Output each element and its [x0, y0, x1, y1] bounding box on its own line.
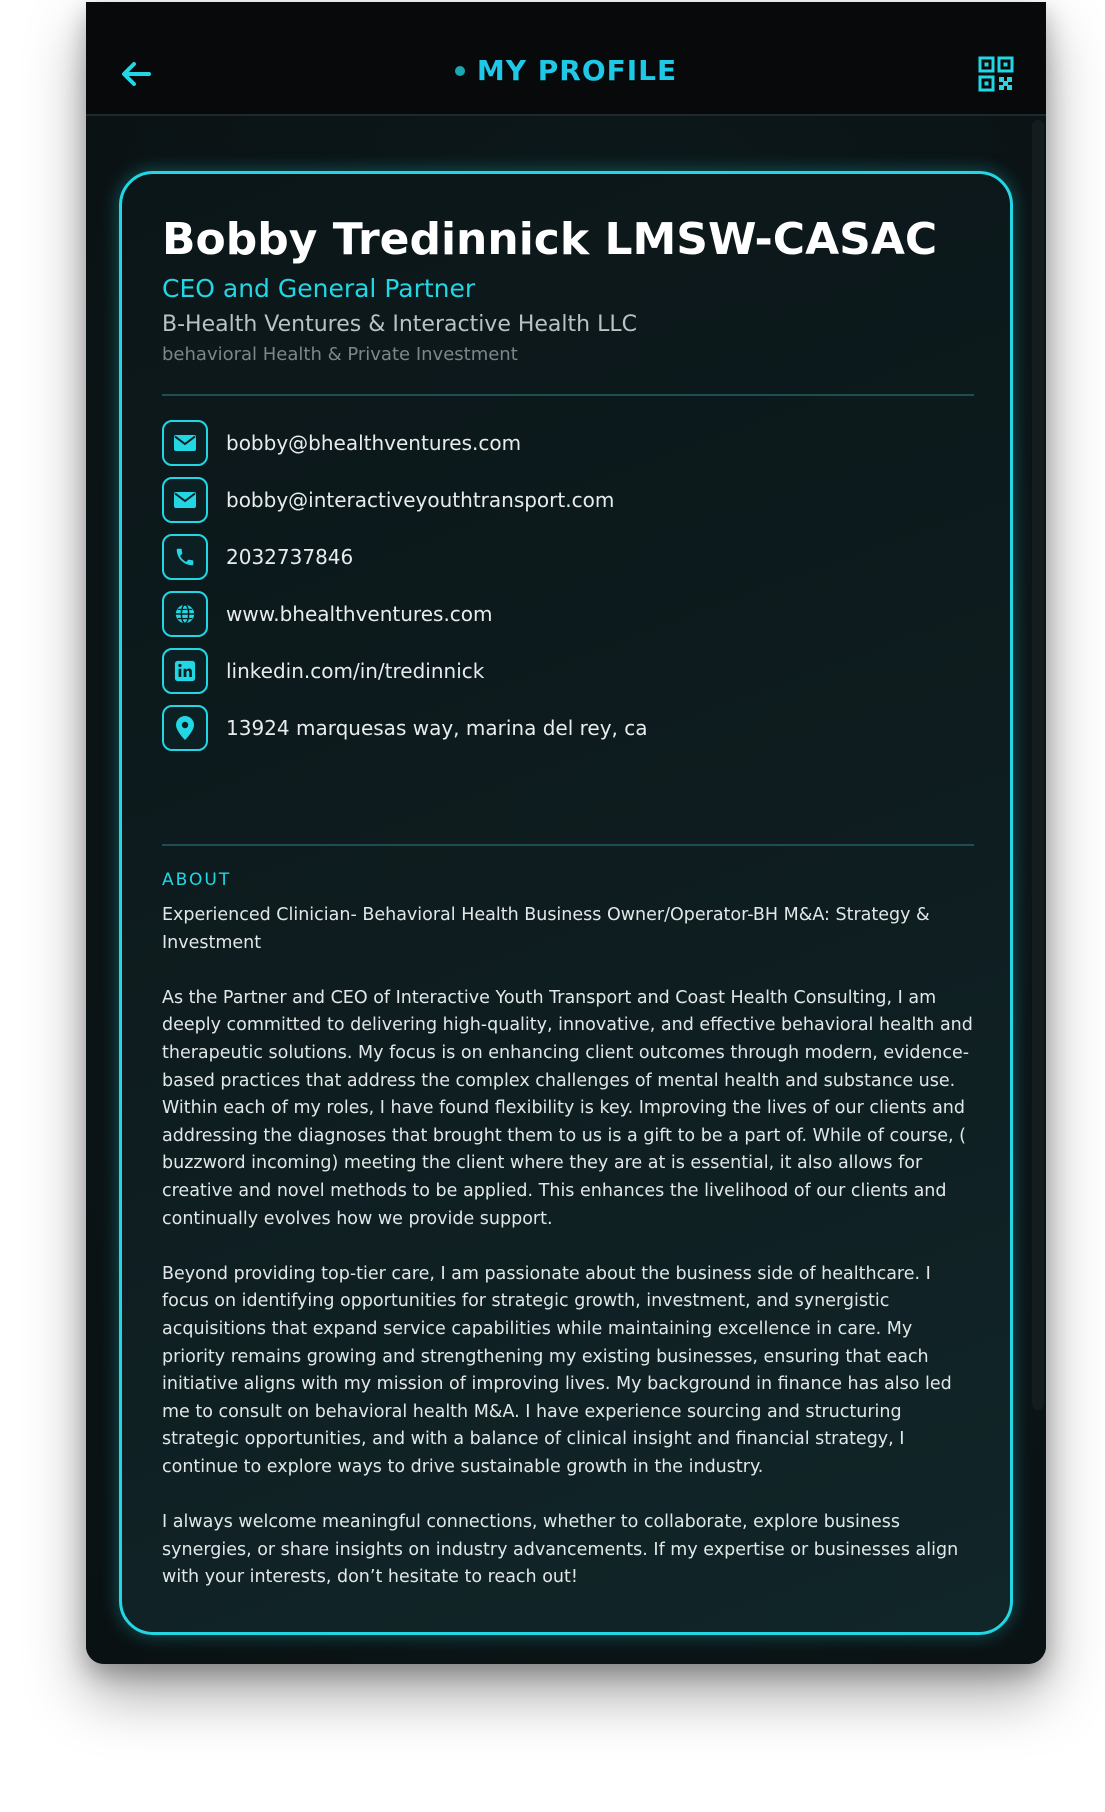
contact-icon-box: [162, 477, 208, 523]
about-heading: ABOUT: [162, 870, 232, 890]
contact-address[interactable]: [162, 705, 648, 751]
contact-text: linkedin.com/in/tredinnick: [226, 659, 485, 683]
contact-icon-box: [162, 534, 208, 580]
about-paragraph: Experienced Clinician- Behavioral Health Business Owner/Operator-BH M&A: Strategy & Investment: [162, 905, 930, 953]
contact-website[interactable]: [162, 591, 493, 637]
profile-card: [119, 171, 1013, 1635]
title-dot: [455, 66, 465, 76]
contact-text: bobby@bhealthventures.com: [226, 431, 522, 455]
scrollbar[interactable]: [1032, 120, 1044, 1410]
profile-company: B-Health Ventures & Interactive Health LLC: [162, 312, 637, 337]
about-paragraph: As the Partner and CEO of Interactive Youth Transport and Coast Health Consulting, I am deeply committed to delivering high-quality, innovative, and effective behavioral health and therapeutic solutions. My focus is on enhancing client outcomes through modern, evidence-based practices that address the complex challenges of mental health and substance use. Within each of my roles, I have found flexibility is key. Improving the lives of our clients and addressing the diagnoses that brought them to us is a gift to be a part of. While of course, ( buzzword incoming) meeting the client where they are at is essential, it also allows for creative and novel methods to be applied. This enhances the livelihood of our clients and continually evolves how we provide support.: [162, 987, 973, 1229]
about-paragraph: I always welcome meaningful connections, whether to collaborate, explore business synergies, or share insights on industry advancements. If my expertise or businesses align with your interests, don’t hesitate to reach out!: [162, 1512, 959, 1588]
about-paragraph: Beyond providing top-tier care, I am passionate about the business side of healthcare. I focus on identifying opportunities for strategic growth, investment, and synergistic acquisitions that expand service capabilities while maintaining excellence in care. My priority remains growing and strengthening my existing businesses, ensuring that each initiative aligns with my mission of improving lives. My background in finance has also led me to consult on behavioral health M&A. I have experience sourcing and structuring strategic opportunities, and with a balance of clinical insight and financial strategy, I continue to explore ways to drive sustainable growth in the industry.: [162, 1263, 952, 1477]
qr-code-icon: [978, 56, 1014, 92]
contact-text: bobby@interactiveyouthtransport.com: [226, 488, 615, 512]
contact-text: 2032737846: [226, 545, 354, 569]
location-pin-icon: [176, 716, 194, 740]
contact-email-1[interactable]: [162, 420, 521, 466]
divider: [162, 394, 974, 396]
profile-role: CEO and General Partner: [162, 274, 476, 303]
about-text: [162, 902, 974, 1619]
globe-icon: [174, 603, 196, 625]
phone-icon: [174, 546, 196, 568]
profile-name: Bobby Tredinnick LMSW-CASAC: [162, 214, 938, 265]
page-title: MY PROFILE: [476, 54, 678, 87]
qr-code-button[interactable]: [978, 56, 1014, 92]
page-title-group: [86, 54, 1046, 87]
contact-email-2[interactable]: [162, 477, 614, 523]
contact-icon-box: [162, 591, 208, 637]
contact-text: 13924 marquesas way, marina del rey, ca: [226, 716, 648, 740]
contact-icon-box: [162, 705, 208, 751]
contact-linkedin[interactable]: [162, 648, 484, 694]
contact-icon-box: [162, 648, 208, 694]
email-icon: [174, 492, 196, 508]
top-bar: [86, 2, 1046, 116]
contact-phone[interactable]: [162, 534, 353, 580]
contact-icon-box: [162, 420, 208, 466]
linkedin-icon: [174, 660, 196, 682]
contact-text: www.bhealthventures.com: [226, 602, 493, 626]
divider: [162, 844, 974, 846]
email-icon: [174, 435, 196, 451]
app-window: [86, 2, 1046, 1664]
profile-industry: behavioral Health & Private Investment: [162, 344, 518, 365]
